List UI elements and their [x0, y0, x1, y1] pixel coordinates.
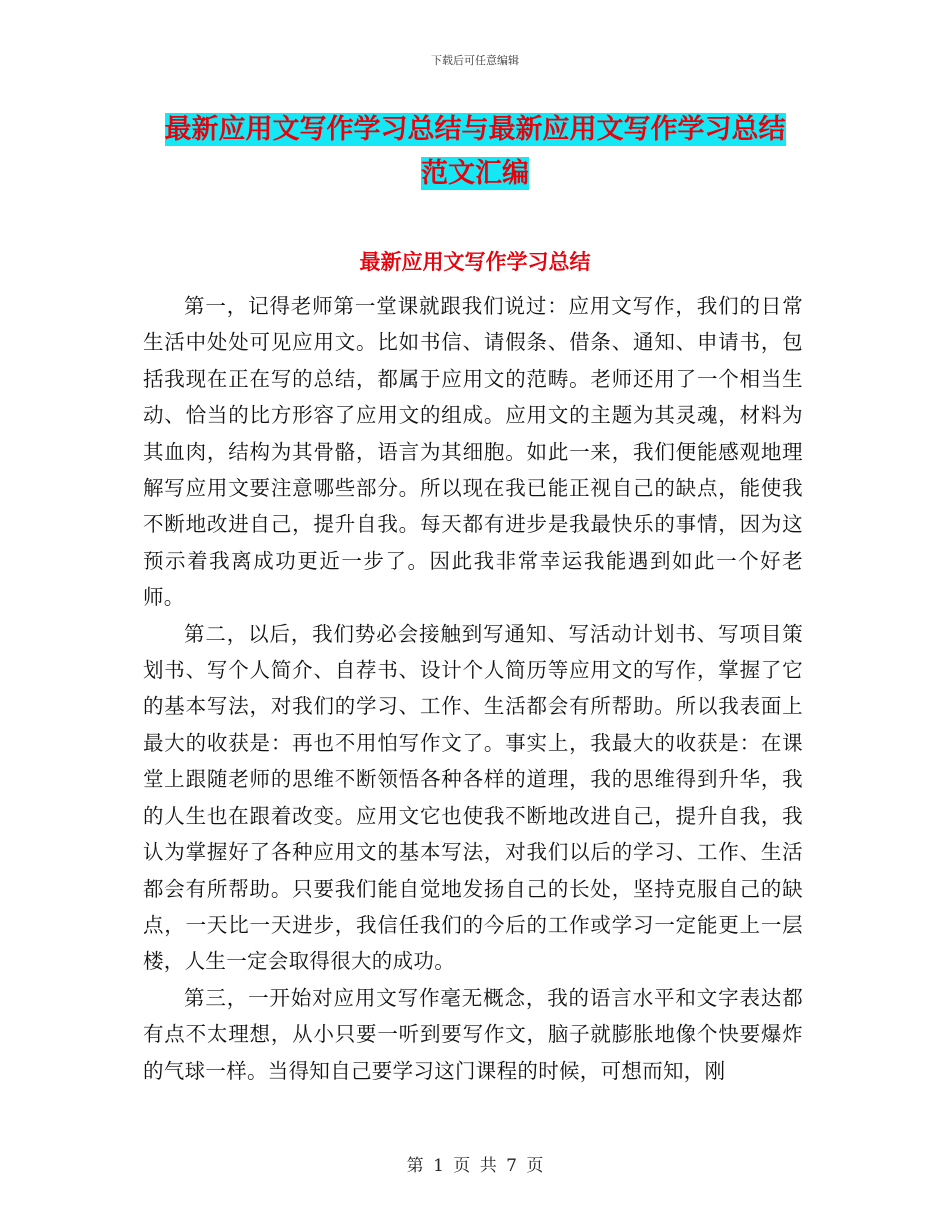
paragraph-1: 第一，记得老师第一堂课就跟我们说过：应用文写作，我们的日常生活中处处可见应用文。比如书信、请假条、借条、通知、申请书，包括我现在正在写的总结，都属于应用文的范畴。老师还用了一个相当生动、恰当的比方形容了应用文的组成。应用文的主题为其灵魂，材料为其血肉，结构为其骨骼，语言为其细胞。如此一来，我们便能感观地理解写应用文要注意哪些部分。所以现在我已能正视自己的缺点，能使我不断地改进自己，提升自我。每天都有进步是我最快乐的事情，因为这预示着我离成功更近一步了。因此我非常幸运我能遇到如此一个好老师。	[143, 294, 803, 610]
document-title-line-1	[0, 113, 950, 147]
page-header-note: 下载后可任意编辑	[431, 54, 519, 67]
body-text	[143, 288, 803, 1089]
document-title-line-2	[0, 157, 950, 191]
page-footer-number: 第 1 页 共 7 页	[406, 1156, 544, 1176]
document-title-text-2: 范文汇编	[421, 158, 529, 189]
paragraph-2: 第二，以后，我们势必会接触到写通知、写活动计划书、写项目策划书、写个人简介、自荐书、设计个人简历等应用文的写作，掌握了它的基本写法，对我们的学习、工作、生活都会有所帮助。所以我表面上最大的收获是：再也不用怕写作文了。事实上，我最大的收获是：在课堂上跟随老师的思维不断领悟各种各样的道理，我的思维得到升华，我的人生也在跟着改变。应用文它也使我不断地改进自己，提升自我，我认为掌握好了各种应用文的基本写法，对我们以后的学习、工作、生活都会有所帮助。只要我们能自觉地发扬自己的长处，坚持克服自己的缺点，一天比一天进步，我信任我们的今后的工作或学习一定能更上一层楼，人生一定会取得很大的成功。	[143, 621, 803, 974]
document-title-text-1: 最新应用文写作学习总结与最新应用文写作学习总结	[164, 114, 786, 145]
section-heading: 最新应用文写作学习总结	[359, 249, 591, 274]
paragraph-3: 第三，一开始对应用文写作毫无概念，我的语言水平和文字表达都有点不太理想，从小只要一听到要写作文，脑子就膨胀地像个快要爆炸的气球一样。当得知自己要学习这门课程的时候，可想而知，刚	[143, 985, 803, 1083]
